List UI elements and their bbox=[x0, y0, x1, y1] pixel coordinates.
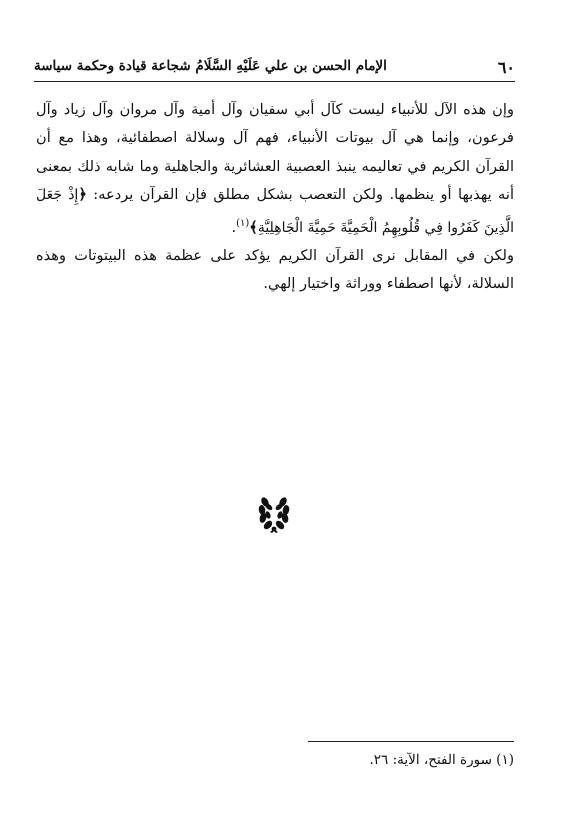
page-number: ٦٠ bbox=[497, 58, 515, 77]
paragraph-1-line-4: شابه ذلك بمعنى أنه يهذبها أو ينظمها. ولكن التعصب بشكل مطلق فإن bbox=[36, 157, 514, 204]
quran-open-bracket: ﴿ bbox=[78, 186, 87, 204]
quran-end-period: . bbox=[231, 218, 237, 236]
laurel-wreath-icon bbox=[256, 492, 292, 534]
paragraph-1-line-1: وإن هذه الآل للأنبياء ليست كآل أبي سفيان وآل أمية وآل مروان وآل bbox=[91, 101, 515, 118]
footnote-rule bbox=[308, 741, 514, 742]
paragraph-1 bbox=[36, 96, 514, 242]
body-text bbox=[36, 96, 514, 299]
running-title: الإمام الحسن بن علي عَلَيْهِ السَّلَامُ شجاعة قيادة وحكمة سياسة bbox=[34, 58, 387, 74]
paragraph-2-line-1: ولكن في المقابل نرى القرآن الكريم يؤكد على عظمة هذه البيتوتات وهذه bbox=[36, 246, 514, 264]
quran-close-bracket: ﴾ bbox=[249, 218, 258, 236]
page-header bbox=[34, 46, 515, 84]
header-rule bbox=[34, 81, 515, 82]
footnote: (١) سورة الفتح، الآية: ٢٦. bbox=[369, 752, 514, 768]
paragraph-2 bbox=[36, 242, 514, 299]
footnote-marker: (١) bbox=[236, 217, 250, 229]
paragraph-2-line-2: السلالة، لأنها اصطفاء ووراثة واختيار إلهي. bbox=[263, 275, 514, 293]
quran-verse: إِذْ جَعَلَ الَّذِينَ كَفَرُوا فِي قُلُوبِهِمُ الْحَمِيَّةَ حَمِيَّةَ الْجَاهِلِيَّةِ bbox=[36, 187, 514, 236]
quran-intro: القرآن يردعه: bbox=[93, 186, 179, 204]
paragraph-1-line-2: زياد وآل فرعون، وإنما هي آل بيوتات الأنبياء، فهم آل وسلالة اصطفائية، bbox=[36, 101, 514, 147]
paragraph-1-line-3: وهذا مع أن القرآن الكريم في تعاليمه ينبذ العصبية العشائرية والجاهلية وما bbox=[36, 129, 514, 175]
